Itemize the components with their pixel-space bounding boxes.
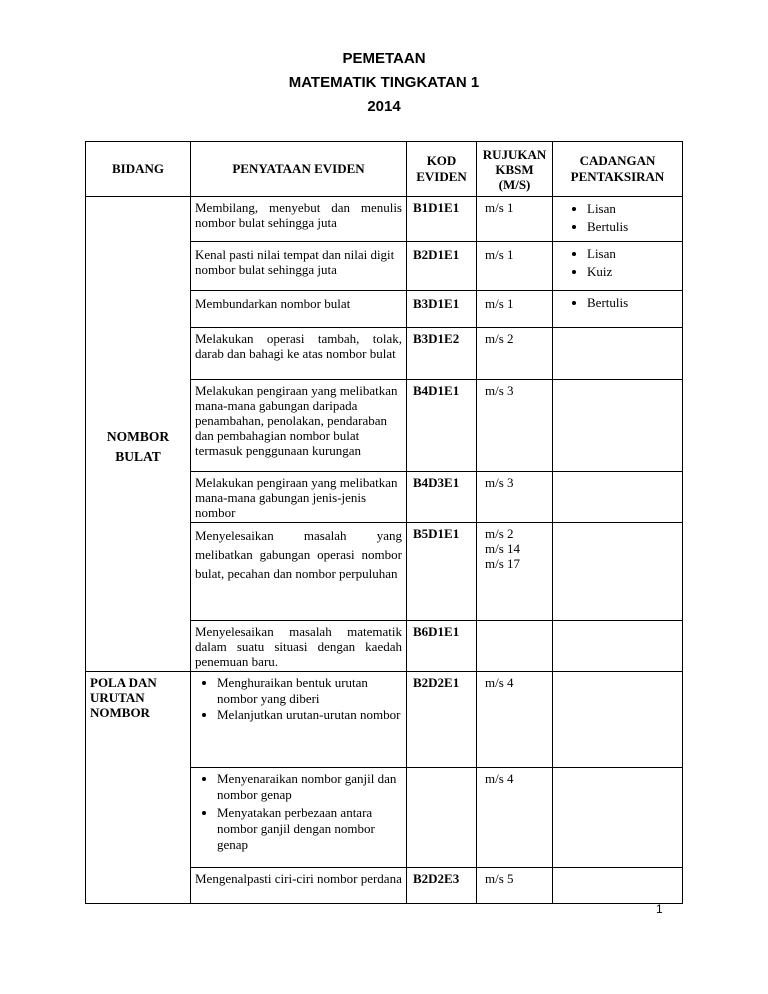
header-bidang: BIDANG [86,142,191,197]
cadangan-cell [553,380,683,472]
cadangan-cell [553,868,683,904]
penyataan-cell: Melakukan pengiraan yang melibatkan mana-mana gabungan daripada penambahan, penolakan, pendaraban dan pembahagian nombor bulat termasuk penggunaan kurungan [191,380,407,472]
penyataan-cell: Membilang, menyebut dan menulis nombor bulat sehingga juta [191,197,407,242]
rujukan-cell: m/s 1 [477,291,553,328]
kod-cell: B5D1E1 [407,523,477,621]
penyataan-cell: Menyelesaikan masalah yang melibatkan gabungan operasi nombor bulat, pecahan dan nombor perpuluhan [191,523,407,621]
kod-cell: B2D2E3 [407,868,477,904]
rujukan-cell: m/s 2 [477,328,553,380]
penyataan-cell: Kenal pasti nilai tempat dan nilai digit nombor bulat sehingga juta [191,242,407,291]
kod-cell: B6D1E1 [407,621,477,672]
rujukan-cell: m/s 4 [477,768,553,868]
penyataan-cell: • Menghuraikan bentuk urutan nombor yang diberi • Melanjutkan urutan-urutan nombor [191,672,407,768]
penyataan-cell: Menyelesaikan masalah matematik dalam suatu situasi dengan kaedah penemuan baru. [191,621,407,672]
cadangan-cell [553,472,683,523]
header-penyataan: PENYATAAN EVIDEN [191,142,407,197]
cadangan-cell: • Lisan • Kuiz [553,242,683,291]
header-kod: KOD EVIDEN [407,142,477,197]
penyataan-cell: Melakukan operasi tambah, tolak, darab dan bahagi ke atas nombor bulat [191,328,407,380]
cadangan-cell [553,672,683,768]
kod-cell: B4D3E1 [407,472,477,523]
table-row [86,197,683,242]
rujukan-cell [477,621,553,672]
rujukan-cell: m/s 3 [477,380,553,472]
kod-cell [407,768,477,868]
rujukan-cell: m/s 1 [477,242,553,291]
table-row [86,672,683,768]
kod-cell: B4D1E1 [407,380,477,472]
cadangan-cell [553,621,683,672]
bidang-nombor-bulat: NOMBOR BULAT [86,197,191,672]
kod-cell: B2D2E1 [407,672,477,768]
doc-title-line-1: PEMETAAN [342,50,426,67]
header-cadangan: CADANGAN PENTAKSIRAN [553,142,683,197]
rujukan-cell: m/s 5 [477,868,553,904]
rujukan-cell: m/s 3 [477,472,553,523]
cadangan-cell: • Lisan • Bertulis [553,197,683,242]
kod-cell: B2D1E1 [407,242,477,291]
mapping-table [85,141,683,904]
kod-cell: B1D1E1 [407,197,477,242]
penyataan-cell: Mengenalpasti ciri-ciri nombor perdana [191,868,407,904]
header-row [86,142,683,197]
rujukan-cell: m/s 1 [477,197,553,242]
kod-cell: B3D1E2 [407,328,477,380]
cadangan-cell [553,768,683,868]
cadangan-cell [553,523,683,621]
penyataan-cell: Membundarkan nombor bulat [191,291,407,328]
header-rujukan: RUJUKAN KBSM (M/S) [477,142,553,197]
penyataan-cell: Melakukan pengiraan yang melibatkan mana-mana gabungan jenis-jenis nombor [191,472,407,523]
bidang-pola-urutan-nombor: POLA DAN URUTAN NOMBOR [86,672,191,904]
cadangan-cell [553,328,683,380]
doc-title-line-2: MATEMATIK TINGKATAN 1 [288,74,480,91]
doc-title-line-3: 2014 [367,98,401,115]
rujukan-cell: m/s 2 m/s 14 m/s 17 [477,523,553,621]
rujukan-cell: m/s 4 [477,672,553,768]
page-number: 1 [656,902,663,916]
penyataan-cell: • Menyenaraikan nombor ganjil dan nombor genap • Menyatakan perbezaan antara nombor ganjil dengan nombor genap [191,768,407,868]
kod-cell: B3D1E1 [407,291,477,328]
cadangan-cell: • Bertulis [553,291,683,328]
